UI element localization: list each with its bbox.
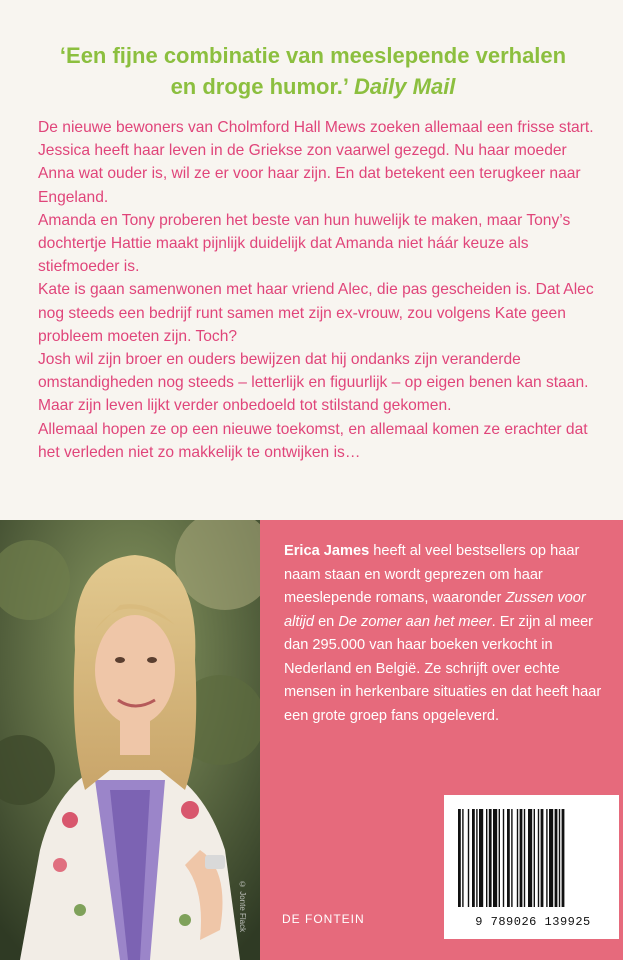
author-photo xyxy=(0,520,260,960)
quote-text: en droge humor.’ xyxy=(170,74,348,99)
barcode-bar xyxy=(486,809,487,907)
barcode xyxy=(444,795,619,939)
back-cover-bottom xyxy=(0,520,623,960)
bio-text: heeft al veel bestsellers op haar naam staan en wordt geprezen om haar meeslepende romans, waaronder xyxy=(284,543,580,606)
author-photo-illustration xyxy=(0,520,260,960)
barcode-bar xyxy=(499,809,500,907)
quote-line-2 xyxy=(38,71,588,102)
quote-source: Daily Mail xyxy=(353,74,456,99)
synopsis-paragraph: Amanda en Tony proberen het beste van hun huwelijk te maken, maar Tony’s dochtertje Hattie maakt pijnlijk duidelijk dat Amanda niet háár keuze als stiefmoeder is. xyxy=(38,211,571,276)
barcode-bar xyxy=(528,809,532,907)
isbn-number: 9 789026 139925 xyxy=(475,915,591,929)
barcode-bars xyxy=(444,795,619,913)
barcode-bar xyxy=(507,809,510,907)
barcode-bar xyxy=(520,809,523,907)
publisher-name: DE FONTEIN xyxy=(282,912,365,926)
barcode-bar xyxy=(524,809,525,907)
author-name: Erica James xyxy=(284,543,370,559)
author-bio-panel xyxy=(260,520,623,960)
barcode-bar xyxy=(472,809,475,907)
author-bio xyxy=(284,540,609,728)
barcode-bar xyxy=(503,809,504,907)
barcode-bar xyxy=(517,809,518,907)
synopsis-paragraph: Jessica heeft haar leven in de Griekse zon vaarwel gezegd. Nu haar moeder Anna wat ouder is, wil ze er voor haar zijn. En dat betekent een terugkeer naar Engeland. xyxy=(38,142,581,206)
barcode-bar xyxy=(511,809,512,907)
barcode-bar xyxy=(541,809,544,907)
bio-text: . Er zijn al meer dan 295.000 van haar boeken verkocht in Nederland en België. Ze schrijft over echte mensen in herkenbare situaties en dat heeft haar een grote groep fans opgeleverd. xyxy=(284,613,602,724)
synopsis-paragraph: Allemaal hopen ze op een nieuwe toekomst, en allemaal komen ze erachter dat het verleden niet zo makkelijk te ontwijken is… xyxy=(38,420,588,461)
book-title: Zussen voor altijd xyxy=(284,590,586,630)
barcode-bar xyxy=(559,809,560,907)
quote-line-1: ‘Een fijne combinatie van meeslepende verhalen xyxy=(59,43,567,68)
bio-text: en xyxy=(314,613,339,630)
barcode-bar xyxy=(468,809,469,907)
barcode-bar xyxy=(549,809,553,907)
barcode-bar xyxy=(555,809,558,907)
synopsis-paragraph: De nieuwe bewoners van Cholmford Hall Mews zoeken allemaal een frisse start. xyxy=(38,119,594,136)
barcode-bar xyxy=(493,809,497,907)
review-quote xyxy=(38,40,588,102)
book-title: De zomer aan het meer xyxy=(338,613,492,630)
barcode-bar xyxy=(479,809,483,907)
synopsis-paragraph: Kate is gaan samenwonen met haar vriend Alec, die pas gescheiden is. Dat Alec nog steeds een bedrijf runt samen met zijn ex-vrouw, zou volgens Kate geen probleem moeten zijn. Toch? xyxy=(38,281,594,345)
barcode-bar xyxy=(546,809,547,907)
synopsis xyxy=(38,116,598,464)
synopsis-paragraph: Josh wil zijn broer en ouders bewijzen dat hij ondanks zijn veranderde omstandigheden nog steeds – letterlijk en figuurlijk – op eigen benen kan staan. Maar zijn leven lijkt verder onbedoeld tot stilstand gekomen. xyxy=(38,351,589,415)
photo-credit: © Jonte Flack xyxy=(238,880,247,933)
barcode-bar xyxy=(538,809,539,907)
barcode-bar xyxy=(476,809,477,907)
barcode-bar xyxy=(489,809,492,907)
barcode-bar xyxy=(462,809,463,907)
barcode-bar xyxy=(562,809,565,907)
barcode-bar xyxy=(534,809,535,907)
barcode-bar xyxy=(458,809,461,907)
